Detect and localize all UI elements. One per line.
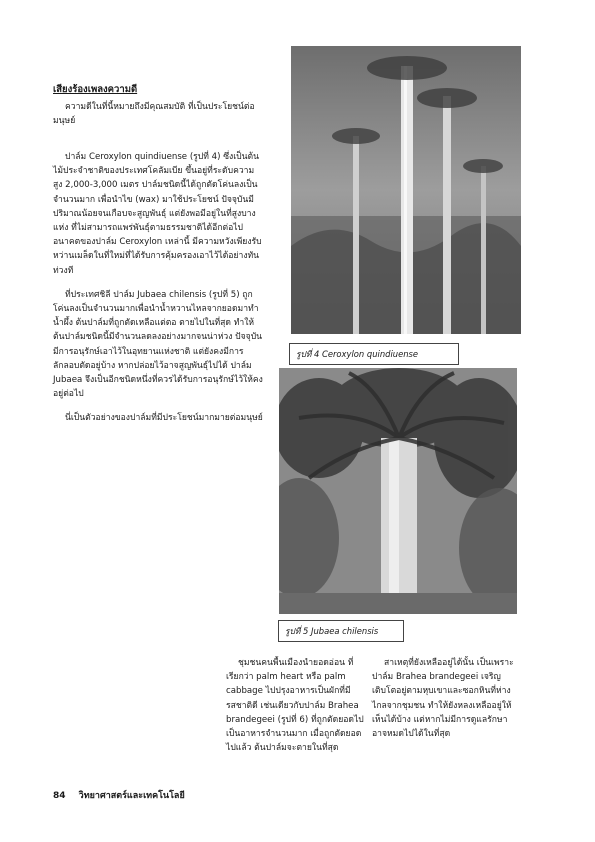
photo-jubaea bbox=[279, 368, 517, 614]
publication-name: วิทยาศาสตร์และเทคโนโลยี bbox=[78, 791, 185, 801]
page-footer bbox=[53, 788, 185, 802]
paragraph-jubaea: ที่ประเทศชิลี ปาล์ม Jubaea chilensis (รูปที่ 5) ถูกโค่นลงเป็นจำนวนมากเพื่อนำน้ำหวานไหลจากยอดมาทำน้ำผึ้ง ต้นปาล์มที่ถูกตัดเหลือแต่ตอ ตายไปในที่สุด ทำให้ต้นปาล์มชนิดนี้มีจำนวนลดลงอย่างมากจนน่าห่วง ปัจจุบันมีการอนุรักษ์เอาไว้ในอุทยานแห่งชาติ แต่ยังคงมีการลักลอบตัดอยู่บ้าง หากปล่อยไว้อาจสูญพันธุ์ไปได้ ปาล์ม Jubaea จึงเป็นอีกชนิดหนึ่งที่ควรได้รับการอนุรักษ์ไว้ให้คงอยู่ต่อไป bbox=[53, 289, 263, 400]
photo-caption-jubaea: รูปที่ 5 Jubaea chilensis bbox=[278, 620, 404, 642]
palm-trunks-image bbox=[291, 46, 521, 334]
paragraph-brahea: สาเหตุที่ยังเหลืออยู่ได้นั้น เป็นเพราะปาล์ม Brahea brandegeei เจริญเติบโตอยู่ตามหุบเขาและซอกหินที่ห่างไกลจากชุมชน ทำให้ยังหลงเหลืออยู่ให้เห็นได้บ้าง แต่หากไม่มีการดูแลรักษา อาจหมดไปได้ในที่สุด bbox=[372, 658, 514, 740]
intro-paragraph: ความดีในที่นี้หมายถึงมีคุณสมบัติ ที่เป็นประโยชน์ต่อมนุษย์ bbox=[53, 102, 255, 127]
bottom-middle-column bbox=[226, 656, 364, 765]
jubaea-palm-image bbox=[279, 368, 517, 614]
section-heading: เสียงร้องเพลงความดี bbox=[53, 84, 138, 95]
page-number: 84 bbox=[53, 791, 66, 801]
paragraph-closing: นี่เป็นตัวอย่างของปาล์มที่มีประโยชน์มากมายต่อมนุษย์ bbox=[65, 413, 263, 424]
paragraph-palm-heart: ชุมชนคนพื้นเมืองนำยอดอ่อน ที่เรียกว่า palm heart หรือ palm cabbage ไปปรุงอาหารเป็นผักที่มีรสชาติดี เช่นเดียวกับปาล์ม Brahea brandegeei (รูปที่ 6) ที่ถูกตัดยอดไปเป็นอาหารจำนวนมาก เมื่อถูกตัดยอดไปแล้ว ต้นปาล์มจะตายในที่สุด bbox=[226, 658, 364, 754]
paragraph-ceroxylon: ปาล์ม Ceroxylon quindiuense (รูปที่ 4) ซึ่งเป็นต้นไม้ประจำชาติของประเทศโคลัมเบีย ขึ้นอยู่ที่ระดับความสูง 2,000-3,000 เมตร ปาล์มชนิดนี้ได้ถูกตัดโค่นลงเป็นจำนวนมาก เพื่อนำไข (wax) มาใช้ประโยชน์ ปัจจุบันมีปริมาณน้อยจนเกือบจะสูญพันธุ์ แต่ยังพอมีอยู่ในที่สูงบางแห่ง ที่ไม่สามารถแพร่พันธุ์ตามธรรมชาติได้อีกต่อไป อนาคตของปาล์ม Ceroxylon เหล่านี้ มีความหวังเพียงรับหว่านเมล็ดในที่ใหม่ที่ได้รับการคุ้มครองเอาไว้ได้อย่างทันท่วงที bbox=[53, 152, 262, 276]
bottom-right-column bbox=[372, 656, 522, 751]
photo-caption-ceroxylon: รูปที่ 4 Ceroxylon quindiuense bbox=[289, 343, 459, 365]
left-column bbox=[53, 150, 263, 436]
photo-ceroxylon bbox=[291, 46, 521, 334]
